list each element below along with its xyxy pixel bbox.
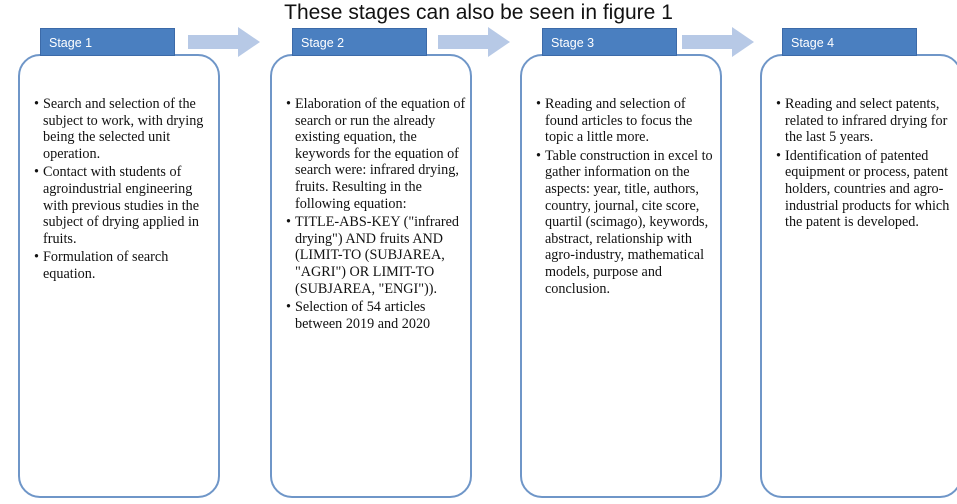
stage-4-item: • Reading and select patents, related to infrared drying for the last 5 years. <box>776 96 956 146</box>
stage-2-label: Stage 2 <box>292 28 427 56</box>
stage-2-item: • Elaboration of the equation of search or run the already existing equation, the keywords for the equation of search were: infrared drying, fruits. Resulting in the following equation: <box>286 96 466 212</box>
stage-1 <box>18 28 220 498</box>
stage-1-item: • Formulation of search equation. <box>34 249 214 282</box>
stage-1-label: Stage 1 <box>40 28 175 56</box>
arrow-right-icon <box>438 27 512 57</box>
stage-4-items <box>776 96 956 233</box>
stage-3-label: Stage 3 <box>542 28 677 56</box>
stage-3-item: • Reading and selection of found articles to focus the topic a little more. <box>536 96 716 146</box>
stage-3-box <box>520 54 722 498</box>
stage-4 <box>760 28 957 498</box>
stage-1-box <box>18 54 220 498</box>
stage-2-item: • Selection of 54 articles between 2019 and 2020 <box>286 299 466 332</box>
stage-1-item: • Search and selection of the subject to work, with drying being the selected unit operation. <box>34 96 214 162</box>
stage-4-box <box>760 54 957 498</box>
arrow-right-icon <box>188 27 262 57</box>
stage-2-box <box>270 54 472 498</box>
stage-1-item: • Contact with students of agroindustrial engineering with previous studies in the subject of drying applied in fruits. <box>34 164 214 247</box>
stage-2-item: • TITLE-ABS-KEY ("infrared drying") AND fruits AND (LIMIT-TO (SUBJAREA, "AGRI") OR LIMIT-TO (SUBJAREA, "ENGI")). <box>286 214 466 297</box>
arrow-right-icon <box>682 27 756 57</box>
stage-4-item: • Identification of patented equipment or process, patent holders, countries and agro-industrial products for which the patent is developed. <box>776 148 956 231</box>
stage-2 <box>270 28 472 498</box>
stage-3 <box>520 28 722 498</box>
diagram-title: These stages can also be seen in figure 1 <box>284 1 673 24</box>
stage-3-item: • Table construction in excel to gather information on the aspects: year, title, authors, country, journal, cite score, quartil (scimago), keywords, abstract, relationship with agro-industry, mathematical models, purpose and conclusion. <box>536 148 716 297</box>
stage-1-items <box>34 96 214 285</box>
stage-3-items <box>536 96 716 299</box>
stage-4-label: Stage 4 <box>782 28 917 56</box>
stage-2-items <box>286 96 466 334</box>
